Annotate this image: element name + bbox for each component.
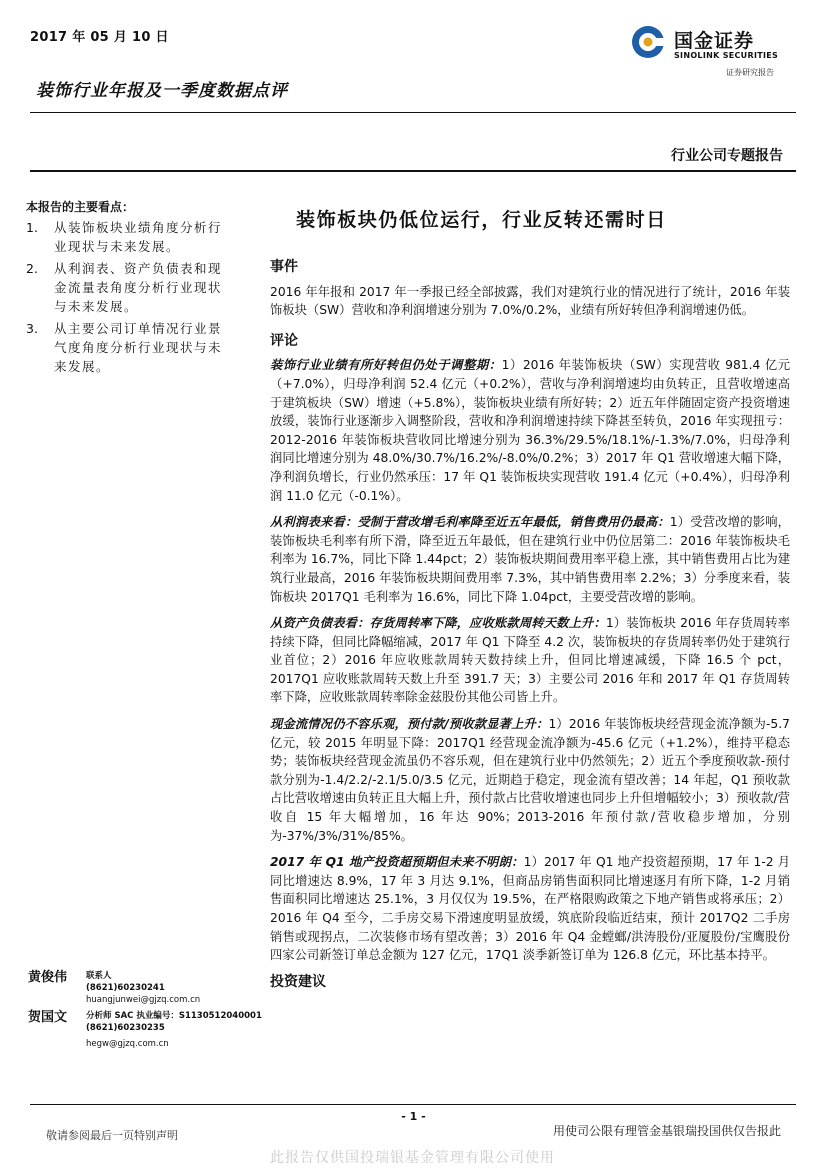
paragraph [270, 356, 790, 505]
watermark: 此报告仅供国投瑞银基金管理有限公司使用 [270, 1150, 555, 1166]
paragraph-lead: 现金流情况仍不容乐观，预付款/预收款显著上升： [270, 717, 549, 732]
analyst-name: 黄俊伟 [28, 970, 68, 985]
analyst-email[interactable]: huangjunwei@gjzq.com.cn [86, 995, 201, 1005]
footer-divider [30, 1104, 796, 1105]
header-divider-bold [30, 170, 796, 172]
paragraph [270, 715, 790, 845]
paragraph-text: 1）受营改增的影响，装饰板块毛利率有所下滑，降至近五年最低，但在建筑行业中仍位居第二：2016 年装饰板块毛利率为 16.7%，同比下降 1.44pct；2）装饰板块期间费用率平稳上涨，其中销售费用占比为建筑行业最高，2016 年装饰板块期间费用率 7.3%，其中销售费用率 2.2%；3）分季度来看，装饰板块 2017Q1 毛利率为 16.6%，同比下降 1.04pct，主要受营改增的影响。 [270, 515, 790, 604]
paragraph [270, 513, 790, 606]
sinolink-logo-icon [630, 24, 666, 60]
highlights-list [26, 218, 226, 379]
list-item [26, 259, 226, 316]
invest-heading: 投资建议 [270, 973, 326, 990]
analyst-role: 分析师 SAC 执业编号：S1130512040001 [86, 1011, 262, 1021]
brand-name-en: SINOLINK SECURITIES [674, 51, 779, 60]
paragraph [270, 853, 790, 965]
paragraph [270, 614, 790, 707]
paragraph-lead: 从利润表来看：受制于营改增毛利率降至近五年最低，销售费用仍最高： [270, 515, 670, 530]
list-item-text: 从利润表、资产负债表和现金流量表角度分析行业现状与未来发展。 [54, 261, 223, 314]
page-number: - 1 - [401, 1110, 426, 1123]
main-title: 装饰板块仍低位运行，行业反转还需时日 [296, 209, 667, 231]
highlights-heading: 本报告的主要看点： [26, 200, 135, 214]
analyst-phone: (8621)60230235 [86, 1023, 165, 1033]
brand-name: 国金证券 [674, 30, 755, 52]
analyst-role: 联系人 [86, 971, 112, 981]
comment-heading: 评论 [270, 332, 298, 349]
header-divider [30, 112, 796, 113]
list-item-text: 从装饰板块业绩角度分析行业现状与未来发展。 [54, 220, 223, 254]
paragraph-text: 1）2017 年 Q1 地产投资超预期，17 年 1-2 月同比增速达 8.9%，17 年 3 月达 9.1%，但商品房销售面积同比增速逐月有所下降，1-2 月销售面积同比增速达 25.1%，3 月仅仅为 19.5%，在严格限购政策之下地产销售或将承压；2）2016 年 Q4 至今，二手房交易下滑速度明显放缓，筑底阶段临近结束，预计 2017Q2 二手房销售或现拐点，二次装修市场有望改善；3）2016 年 Q4 金螳螂/洪涛股份/亚厦股份/宝鹰股份四家公司新签订单总金额为 127 亿元，17Q1 淡季新签订单为 126.8 亿元，环比基本持平。 [270, 855, 790, 963]
report-category: 行业公司专题报告 [671, 148, 783, 164]
list-item [26, 218, 226, 256]
report-title: 装饰行业年报及一季度数据点评 [36, 81, 288, 101]
paragraph-text: 1）装饰板块 2016 年存货周转率持续下降，但同比降幅缩减，2017 年 Q1 下降至 4.2 次，装饰板块的存货周转率仍处于建筑行业首位；2）2016 年应收账款周转天数持续上升，但同比增速减缓，下降 16.5 个 pct，2017Q1 应收账款周转天数上升至 391.7 天；3）主要公司 2016 年和 2017 年 Q1 存货周转率下降，应收账款周转率除金兹股份其他公司皆上升。 [270, 616, 790, 705]
list-item [26, 319, 226, 376]
report-date: 2017 年 05 月 10 日 [30, 30, 169, 45]
event-heading: 事件 [270, 259, 298, 275]
paragraph-lead: 2017 年 Q1 地产投资超预期但未来不明朗： [270, 855, 524, 870]
brand-logo [630, 20, 800, 80]
paragraph-text: 1）2016 年装饰板块经营现金流净额为-5.7 亿元，较 2015 年明显下降：2017Q1 经营现金流净额为-45.6 亿元（+1.2%），维持平稳态势；装饰板块经营现金流虽仍不容乐观，但在建筑行业中仍然领先；2）近五个季度预收款-预付款分别为-1.4/2.2/-2.1/5.0/3.5 亿元，近期趋于稳定，现金流有望改善；14 年起，Q1 预收款占比营收增速由负转正且大幅上升，预付款占比营收增速也同步上升但增幅较小；3）预收款/营收自 15 年大幅增加，16 年达 90%；2013-2016 年预付款/营收稳步增加，分别为-37%/3%/31%/85%。 [270, 717, 790, 843]
brand-subtitle: 证券研究报告 [726, 68, 774, 77]
main-content [270, 258, 790, 997]
list-item-number: 3. [26, 321, 38, 336]
disclaimer-note: 敬请参阅最后一页特别声明 [46, 1129, 178, 1142]
paragraph-lead: 从资产负债表看：存货周转率下降，应收账款周转天数上升： [270, 616, 606, 631]
list-item-number: 1. [26, 220, 38, 235]
paragraph-text: 1）2016 年装饰板块（SW）实现营收 981.4 亿元（+7.0%），归母净利润 52.4 亿元（+0.2%），营收与净利润增速均由负转正，且营收增速高于建筑板块（SW）增速（+5.8%），装饰板块业绩有所好转；2）近五年伴随固定资产投资增速放缓，装饰行业逐渐步入调整阶段，营收和净利润增速持续下降甚至转负，2016 年实现扭亏：2012-2016 年装饰板块营收同比增速分别为 36.3%/29.5%/18.1%/-1.3%/7.0%，归母净利润同比增速分别为 48.0%/30.7%/16.2%/-8.0%/0.2%；3）2017 年 Q1 营收增速大幅下降，净利润负增长，行业仍然承压：17 年 Q1 装饰板块实现营收 191.4 亿元（+0.4%），归母净利润 11.0 亿元（-0.1%）。 [270, 358, 790, 503]
analyst-name: 贺国文 [28, 1010, 68, 1025]
paragraph-lead: 装饰行业业绩有所好转但仍处于调整期： [270, 358, 502, 373]
event-text: 2016 年年报和 2017 年一季报已经全部披露，我们对建筑行业的情况进行了统计，2016 年装饰板块（SW）营收和净利润增速分别为 7.0%/0.2%，业绩有所好转但净利润增速仍低。 [270, 284, 790, 318]
list-item-number: 2. [26, 261, 38, 276]
analyst-email[interactable]: hegw@gjzq.com.cn [86, 1039, 169, 1049]
analyst-phone: (8621)60230241 [86, 983, 165, 993]
footer-notice: 用使司公限有理管金基银瑞投国供仅告报此 [552, 1124, 781, 1138]
list-item-text: 从主要公司订单情况行业景气度角度分析行业现状与未来发展。 [54, 321, 223, 374]
